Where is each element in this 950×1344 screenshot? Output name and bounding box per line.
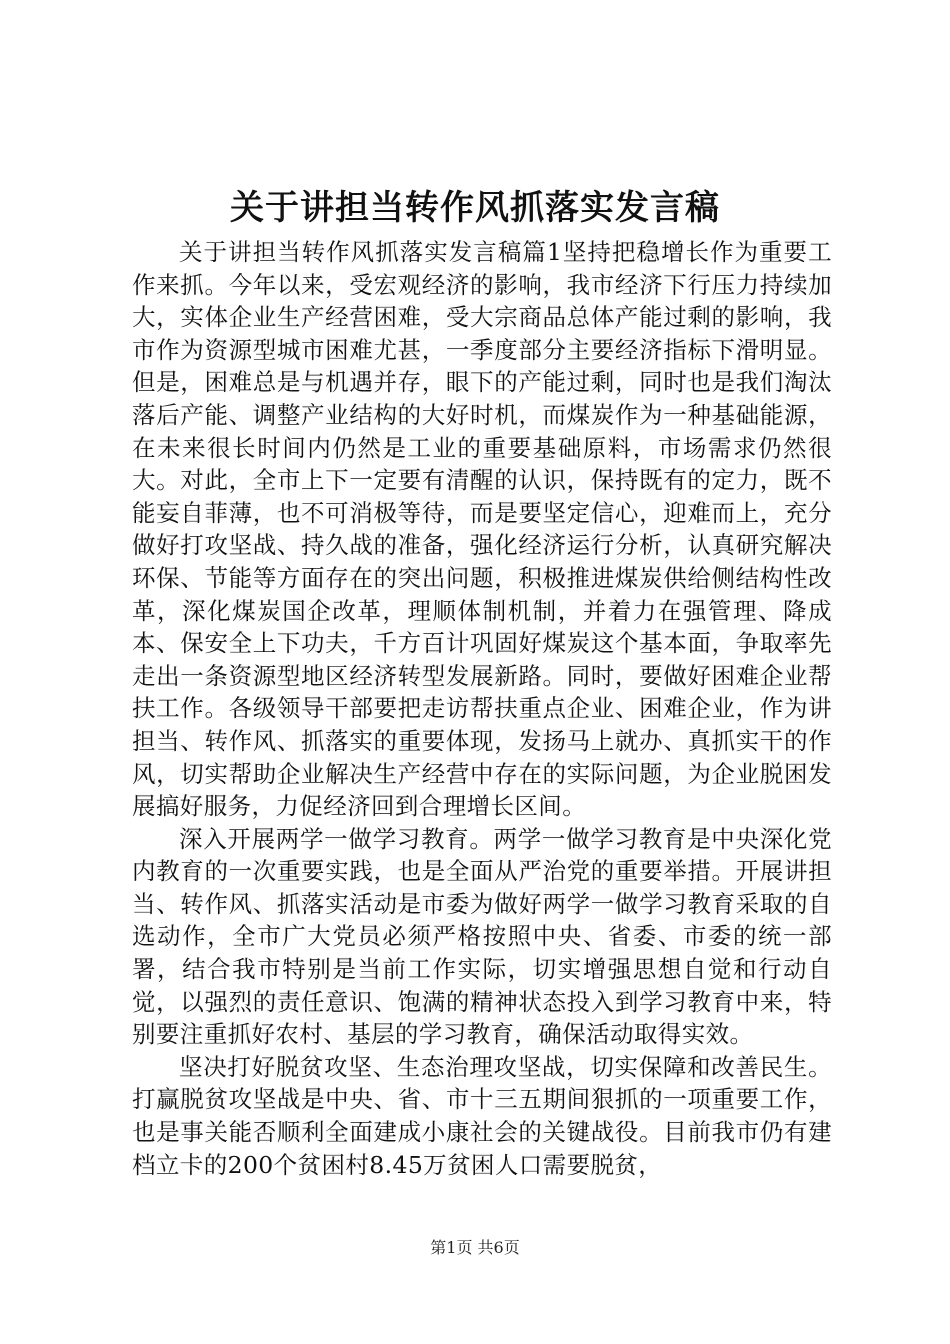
- document-title: 关于讲担当转作风抓落实发言稿: [230, 188, 720, 228]
- document-body: [132, 236, 832, 1181]
- page-footer: [0, 1237, 950, 1259]
- paragraph-3: 坚决打好脱贫攻坚、生态治理攻坚战，切实保障和改善民生。打赢脱贫攻坚战是中央、省、市十三五期间狠抓的一项重要工作，也是事关能否顺利全面建成小康社会的关键战役。目前我市仍有建档立卡的200个贫困村8.45万贫困人口需要脱贫，: [132, 1052, 832, 1179]
- paragraph-1: 关于讲担当转作风抓落实发言稿篇1坚持把稳增长作为重要工作来抓。今年以来，受宏观经济的影响，我市经济下行压力持续加大，实体企业生产经营困难，受大宗商品总体产能过剩的影响，我市作为资源型城市困难尤甚，一季度部分主要经济指标下滑明显。但是，困难总是与机遇并存，眼下的产能过剩，同时也是我们淘汰落后产能、调整产业结构的大好时机，而煤炭作为一种基础能源，在未来很长时间内仍然是工业的重要基础原料，市场需求仍然很大。对此，全市上下一定要有清醒的认识，保持既有的定力，既不能妄自菲薄，也不可消极等待，而是要坚定信心，迎难而上，充分做好打攻坚战、持久战的准备，强化经济运行分析，认真研究解决环保、节能等方面存在的突出问题，积极推进煤炭供给侧结构性改革，深化煤炭国企改革，理顺体制机制，并着力在强管理、降成本、保安全上下功夫，千方百计巩固好煤炭这个基本面，争取率先走出一条资源型地区经济转型发展新路。同时，要做好困难企业帮扶工作。各级领导干部要把走访帮扶重点企业、困难企业，作为讲担当、转作风、抓落实的重要体现，发扬马上就办、真抓实干的作风，切实帮助企业解决生产经营中存在的实际问题，为企业脱困发展搞好服务，力促经济回到合理增长区间。: [132, 238, 832, 821]
- paragraph-2: 深入开展两学一做学习教育。两学一做学习教育是中央深化党内教育的一次重要实践，也是全面从严治党的重要举措。开展讲担当、转作风、抓落实活动是市委为做好两学一做学习教育采取的自选动作，全市广大党员必须严格按照中央、省委、市委的统一部署，结合我市特别是当前工作实际，切实增强思想自觉和行动自觉，以强烈的责任意识、饱满的精神状态投入到学习教育中来，特别要注重抓好农村、基层的学习教育，确保活动取得实效。: [132, 824, 832, 1049]
- page-indicator: 第1页 共6页: [430, 1238, 520, 1257]
